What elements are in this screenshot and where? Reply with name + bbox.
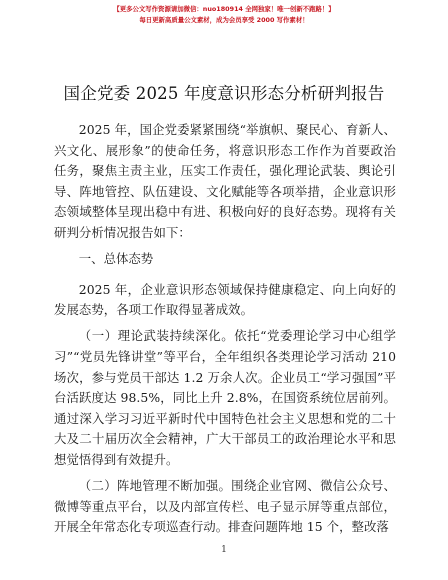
section-heading: 一、总体态势 bbox=[78, 251, 154, 267]
page-number: 1 bbox=[221, 545, 227, 555]
promo-line-2: 每日更新高质量公文素材，成为会员享受 2000 写作素材！ bbox=[139, 16, 309, 24]
promo-line-1: 【更多公文写作资源请加微信：nuo180914 全网独家！唯一创新不跑路！】 bbox=[113, 5, 335, 13]
promo-banner bbox=[0, 4, 448, 26]
paragraph-theory: （一）理论武装持续深化。依托“党委理论学习中心组学习”“党员先锋讲堂”等平台，全年组织各类理论学习活动 210 场次，参与党员干部达 1.2 万余人次。企业员工“学习强国”平台活跃度达 98.5%，同比上升 2.8%，在国资系统位居前列。通过深入学习习近平新时代中国特色社会主义思想和党的二十大及二十届历次全会精神，广大干部员工的政治理论水平和思想觉悟得到有效提升。 bbox=[54, 328, 396, 467]
document-title: 国企党委 2025 年度意识形态分析研判报告 bbox=[63, 84, 385, 103]
paragraph-intro: 2025 年，国企党委紧紧围绕“举旗帜、聚民心、育新人、兴文化、展形象”的使命任务，将意识形态工作作为首要政治任务，聚焦主责主业，压实工作责任，强化理论武装、舆论引导、阵地管控、队伍建设、文化赋能等各项举措，企业意识形态领域整体呈现出稳中有进、积极向好的良好态势。现将有关研判分析情况报告如下： bbox=[54, 122, 396, 240]
paragraph-overview: 2025 年，企业意识形态领域保持健康稳定、向上向好的发展态势，各项工作取得显著成效。 bbox=[54, 281, 396, 318]
paragraph-platform: （二）阵地管理不断加强。围绕企业官网、微信公众号、微博等重点平台，以及内部宣传栏、电子显示屏等重点部位，开展全年常态化专项巡查行动。排查问题阵地 15 个，整改落 bbox=[54, 478, 396, 535]
document-body bbox=[54, 120, 396, 543]
